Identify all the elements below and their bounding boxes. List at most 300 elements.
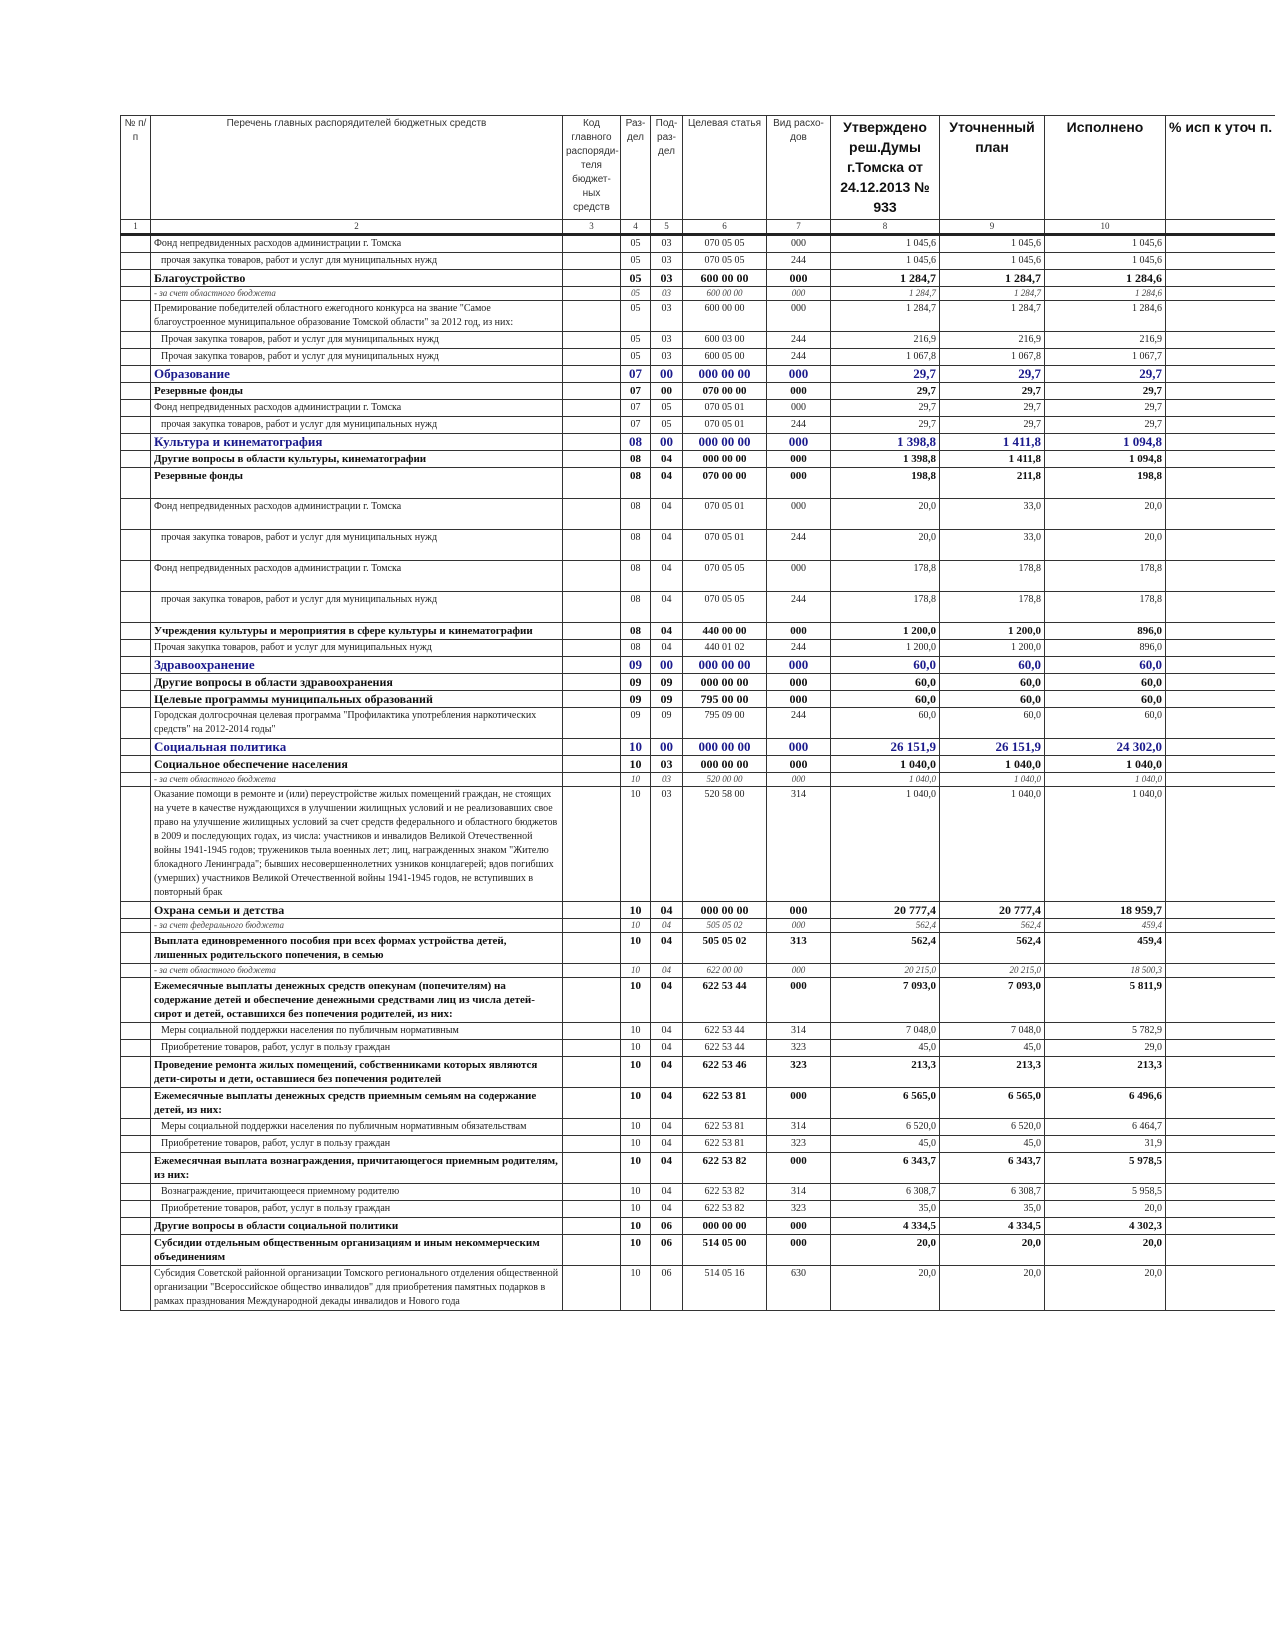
expense-type-cell: 000: [767, 1088, 831, 1119]
section-cell: 10: [621, 1088, 651, 1119]
executed-cell: 459,4: [1045, 919, 1166, 933]
name-cell: Учреждения культуры и мероприятия в сфере культуры и кинематографии: [151, 623, 563, 640]
refined-cell: 33,0: [940, 499, 1045, 530]
no-cell: [121, 366, 151, 383]
table-row: [121, 773, 1275, 787]
no-cell: [121, 739, 151, 756]
no-cell: [121, 964, 151, 978]
subsection-cell: 05: [651, 400, 683, 417]
expense-type-cell: 000: [767, 756, 831, 773]
executed-cell: 20,0: [1045, 499, 1166, 530]
section-cell: 08: [621, 561, 651, 592]
table-row: [121, 964, 1275, 978]
table-row: [121, 1235, 1275, 1266]
no-cell: [121, 1023, 151, 1040]
target-cell: 600 00 00: [683, 287, 767, 301]
name-cell: Социальная политика: [151, 739, 563, 756]
approved-cell: 1 040,0: [831, 787, 940, 902]
code-cell: [563, 964, 621, 978]
column-number: 10: [1045, 220, 1166, 235]
no-cell: [121, 657, 151, 674]
executed-cell: 5 978,5: [1045, 1153, 1166, 1184]
percent-cell: [1166, 640, 1275, 657]
expense-type-cell: 244: [767, 530, 831, 561]
no-cell: [121, 1266, 151, 1311]
no-cell: [121, 417, 151, 434]
no-cell: [121, 1119, 151, 1136]
percent-cell: [1166, 383, 1275, 400]
name-cell: Ежемесячная выплата вознаграждения, причитающегося приемным родителям, из них:: [151, 1153, 563, 1184]
subsection-cell: 06: [651, 1235, 683, 1266]
table-row: [121, 561, 1275, 592]
table-row: [121, 978, 1275, 1023]
subsection-cell: 05: [651, 417, 683, 434]
name-cell: Охрана семьи и детства: [151, 902, 563, 919]
section-cell: 05: [621, 270, 651, 287]
code-cell: [563, 1201, 621, 1218]
code-cell: [563, 933, 621, 964]
table-row: [121, 691, 1275, 708]
code-cell: [563, 592, 621, 623]
approved-cell: 60,0: [831, 691, 940, 708]
percent-cell: [1166, 1153, 1275, 1184]
refined-cell: 562,4: [940, 933, 1045, 964]
header-no: № п/п: [121, 116, 151, 220]
table-row: [121, 674, 1275, 691]
no-cell: [121, 1235, 151, 1266]
approved-cell: 1 200,0: [831, 640, 940, 657]
expense-type-cell: 323: [767, 1040, 831, 1057]
expense-type-cell: 000: [767, 561, 831, 592]
table-row: [121, 400, 1275, 417]
subsection-cell: 03: [651, 270, 683, 287]
expense-type-cell: 000: [767, 301, 831, 332]
section-cell: 05: [621, 301, 651, 332]
approved-cell: 26 151,9: [831, 739, 940, 756]
name-cell: Премирование победителей областного ежегодного конкурса на звание "Самое благоустроенное муниципальное образование Томской области" за 2012 год, из них:: [151, 301, 563, 332]
percent-cell: [1166, 253, 1275, 270]
executed-cell: 1 040,0: [1045, 787, 1166, 902]
percent-cell: [1166, 561, 1275, 592]
section-cell: 10: [621, 1153, 651, 1184]
target-cell: 622 53 44: [683, 1023, 767, 1040]
percent-cell: [1166, 674, 1275, 691]
expense-type-cell: 000: [767, 383, 831, 400]
name-cell: Приобретение товаров, работ, услуг в пользу граждан: [151, 1040, 563, 1057]
no-cell: [121, 468, 151, 499]
column-number: 3: [563, 220, 621, 235]
no-cell: [121, 561, 151, 592]
section-cell: 05: [621, 287, 651, 301]
expense-type-cell: 000: [767, 235, 831, 253]
code-cell: [563, 674, 621, 691]
executed-cell: 24 302,0: [1045, 739, 1166, 756]
approved-cell: 1 040,0: [831, 773, 940, 787]
percent-cell: [1166, 301, 1275, 332]
expense-type-cell: 244: [767, 349, 831, 366]
approved-cell: 7 093,0: [831, 978, 940, 1023]
header-section: Раз-дел: [621, 116, 651, 220]
target-cell: 070 05 01: [683, 499, 767, 530]
subsection-cell: 04: [651, 1119, 683, 1136]
refined-cell: 213,3: [940, 1057, 1045, 1088]
section-cell: 10: [621, 1235, 651, 1266]
column-number: 2: [151, 220, 563, 235]
refined-cell: 4 334,5: [940, 1218, 1045, 1235]
target-cell: 070 05 01: [683, 530, 767, 561]
percent-cell: [1166, 773, 1275, 787]
target-cell: 622 53 44: [683, 978, 767, 1023]
expense-type-cell: 323: [767, 1057, 831, 1088]
no-cell: [121, 1184, 151, 1201]
no-cell: [121, 623, 151, 640]
approved-cell: 1 398,8: [831, 434, 940, 451]
section-cell: 08: [621, 451, 651, 468]
percent-cell: [1166, 978, 1275, 1023]
name-cell: - за счет областного бюджета: [151, 287, 563, 301]
expense-type-cell: 000: [767, 499, 831, 530]
name-cell: прочая закупка товаров, работ и услуг для муниципальных нужд: [151, 592, 563, 623]
refined-cell: 45,0: [940, 1136, 1045, 1153]
approved-cell: 45,0: [831, 1136, 940, 1153]
executed-cell: 29,7: [1045, 400, 1166, 417]
approved-cell: 178,8: [831, 592, 940, 623]
expense-type-cell: 000: [767, 773, 831, 787]
executed-cell: 1 040,0: [1045, 773, 1166, 787]
percent-cell: [1166, 287, 1275, 301]
code-cell: [563, 1023, 621, 1040]
section-cell: 05: [621, 332, 651, 349]
subsection-cell: 04: [651, 902, 683, 919]
name-cell: Прочая закупка товаров, работ и услуг для муниципальных нужд: [151, 640, 563, 657]
approved-cell: 6 520,0: [831, 1119, 940, 1136]
expense-type-cell: 000: [767, 1153, 831, 1184]
table-row: [121, 787, 1275, 902]
subsection-cell: 00: [651, 434, 683, 451]
refined-cell: 6 565,0: [940, 1088, 1045, 1119]
executed-cell: 896,0: [1045, 640, 1166, 657]
name-cell: Фонд непредвиденных расходов администрации г. Томска: [151, 561, 563, 592]
name-cell: прочая закупка товаров, работ и услуг для муниципальных нужд: [151, 253, 563, 270]
name-cell: Приобретение товаров, работ, услуг в пользу граждан: [151, 1136, 563, 1153]
percent-cell: [1166, 1136, 1275, 1153]
subsection-cell: 00: [651, 366, 683, 383]
no-cell: [121, 383, 151, 400]
target-cell: 070 05 01: [683, 417, 767, 434]
expense-type-cell: 244: [767, 708, 831, 739]
executed-cell: 60,0: [1045, 708, 1166, 739]
approved-cell: 1 045,6: [831, 253, 940, 270]
section-cell: 08: [621, 640, 651, 657]
no-cell: [121, 530, 151, 561]
section-cell: 07: [621, 383, 651, 400]
table-row: [121, 739, 1275, 756]
section-cell: 10: [621, 773, 651, 787]
subsection-cell: 00: [651, 657, 683, 674]
approved-cell: 1 040,0: [831, 756, 940, 773]
refined-cell: 6 520,0: [940, 1119, 1045, 1136]
table-row: [121, 592, 1275, 623]
approved-cell: 1 045,6: [831, 235, 940, 253]
percent-cell: [1166, 1235, 1275, 1266]
code-cell: [563, 400, 621, 417]
refined-cell: 1 040,0: [940, 787, 1045, 902]
subsection-cell: 09: [651, 708, 683, 739]
subsection-cell: 04: [651, 919, 683, 933]
section-cell: 10: [621, 919, 651, 933]
name-cell: Социальное обеспечение населения: [151, 756, 563, 773]
subsection-cell: 04: [651, 451, 683, 468]
column-number: 4: [621, 220, 651, 235]
target-cell: 000 00 00: [683, 434, 767, 451]
approved-cell: 6 343,7: [831, 1153, 940, 1184]
code-cell: [563, 657, 621, 674]
executed-cell: 20,0: [1045, 1266, 1166, 1311]
percent-cell: [1166, 332, 1275, 349]
approved-cell: 35,0: [831, 1201, 940, 1218]
target-cell: 000 00 00: [683, 657, 767, 674]
name-cell: Другие вопросы в области здравоохранения: [151, 674, 563, 691]
refined-cell: 1 284,7: [940, 301, 1045, 332]
name-cell: Здравоохранение: [151, 657, 563, 674]
expense-type-cell: 000: [767, 400, 831, 417]
approved-cell: 198,8: [831, 468, 940, 499]
target-cell: 070 05 01: [683, 400, 767, 417]
subsection-cell: 03: [651, 301, 683, 332]
header-percent: % исп к уточ п.: [1166, 116, 1275, 220]
section-cell: 10: [621, 978, 651, 1023]
no-cell: [121, 1088, 151, 1119]
refined-cell: 20 777,4: [940, 902, 1045, 919]
executed-cell: 5 958,5: [1045, 1184, 1166, 1201]
expense-type-cell: 000: [767, 919, 831, 933]
target-cell: 505 05 02: [683, 919, 767, 933]
header-expense-type: Вид расхо-дов: [767, 116, 831, 220]
no-cell: [121, 933, 151, 964]
table-row: [121, 417, 1275, 434]
percent-cell: [1166, 657, 1275, 674]
header-target: Целевая статья: [683, 116, 767, 220]
name-cell: прочая закупка товаров, работ и услуг для муниципальных нужд: [151, 530, 563, 561]
name-cell: Культура и кинематография: [151, 434, 563, 451]
name-cell: Резервные фонды: [151, 383, 563, 400]
percent-cell: [1166, 1040, 1275, 1057]
table-row: [121, 253, 1275, 270]
expense-type-cell: 000: [767, 270, 831, 287]
executed-cell: 1 094,8: [1045, 451, 1166, 468]
refined-cell: 35,0: [940, 1201, 1045, 1218]
percent-cell: [1166, 235, 1275, 253]
percent-cell: [1166, 691, 1275, 708]
no-cell: [121, 902, 151, 919]
table-row: [121, 451, 1275, 468]
code-cell: [563, 235, 621, 253]
section-cell: 07: [621, 400, 651, 417]
executed-cell: 178,8: [1045, 592, 1166, 623]
table-row: [121, 383, 1275, 400]
target-cell: 622 00 00: [683, 964, 767, 978]
code-cell: [563, 1218, 621, 1235]
subsection-cell: 00: [651, 383, 683, 400]
approved-cell: 20,0: [831, 1235, 940, 1266]
column-number: 6: [683, 220, 767, 235]
section-cell: 10: [621, 739, 651, 756]
expense-type-cell: 244: [767, 253, 831, 270]
subsection-cell: 04: [651, 468, 683, 499]
code-cell: [563, 287, 621, 301]
name-cell: - за счет областного бюджета: [151, 773, 563, 787]
expense-type-cell: 000: [767, 468, 831, 499]
subsection-cell: 04: [651, 1088, 683, 1119]
expense-type-cell: 323: [767, 1201, 831, 1218]
approved-cell: 216,9: [831, 332, 940, 349]
name-cell: Другие вопросы в области социальной политики: [151, 1218, 563, 1235]
expense-type-cell: 244: [767, 592, 831, 623]
refined-cell: 216,9: [940, 332, 1045, 349]
approved-cell: 1 200,0: [831, 623, 940, 640]
expense-type-cell: 000: [767, 964, 831, 978]
percent-cell: [1166, 434, 1275, 451]
name-cell: Прочая закупка товаров, работ и услуг для муниципальных нужд: [151, 332, 563, 349]
expense-type-cell: 000: [767, 978, 831, 1023]
code-cell: [563, 691, 621, 708]
section-cell: 08: [621, 499, 651, 530]
target-cell: 505 05 02: [683, 933, 767, 964]
subsection-cell: 04: [651, 592, 683, 623]
subsection-cell: 03: [651, 773, 683, 787]
refined-cell: 1 040,0: [940, 773, 1045, 787]
no-cell: [121, 1057, 151, 1088]
expense-type-cell: 000: [767, 1235, 831, 1266]
section-cell: 10: [621, 787, 651, 902]
percent-cell: [1166, 468, 1275, 499]
code-cell: [563, 451, 621, 468]
approved-cell: 1 067,8: [831, 349, 940, 366]
section-cell: 08: [621, 468, 651, 499]
name-cell: Меры социальной поддержки населения по публичным нормативным: [151, 1023, 563, 1040]
refined-cell: 20 215,0: [940, 964, 1045, 978]
table-row: [121, 1266, 1275, 1311]
percent-cell: [1166, 739, 1275, 756]
expense-type-cell: 000: [767, 674, 831, 691]
executed-cell: 5 782,9: [1045, 1023, 1166, 1040]
section-cell: 08: [621, 623, 651, 640]
table-row: [121, 1201, 1275, 1218]
percent-cell: [1166, 1057, 1275, 1088]
target-cell: 600 05 00: [683, 349, 767, 366]
refined-cell: 1 045,6: [940, 253, 1045, 270]
section-cell: 09: [621, 657, 651, 674]
no-cell: [121, 235, 151, 253]
table-row: [121, 933, 1275, 964]
refined-cell: 60,0: [940, 708, 1045, 739]
table-row: [121, 1040, 1275, 1057]
refined-cell: 60,0: [940, 674, 1045, 691]
approved-cell: 562,4: [831, 919, 940, 933]
percent-cell: [1166, 530, 1275, 561]
name-cell: Фонд непредвиденных расходов администрации г. Томска: [151, 235, 563, 253]
code-cell: [563, 366, 621, 383]
table-row: [121, 332, 1275, 349]
percent-cell: [1166, 349, 1275, 366]
executed-cell: 18 500,3: [1045, 964, 1166, 978]
code-cell: [563, 773, 621, 787]
section-cell: 10: [621, 1266, 651, 1311]
no-cell: [121, 708, 151, 739]
target-cell: 070 05 05: [683, 253, 767, 270]
no-cell: [121, 919, 151, 933]
target-cell: 070 05 05: [683, 592, 767, 623]
target-cell: 070 05 05: [683, 235, 767, 253]
subsection-cell: 06: [651, 1266, 683, 1311]
expense-type-cell: 000: [767, 902, 831, 919]
section-cell: 08: [621, 592, 651, 623]
code-cell: [563, 301, 621, 332]
table-row: [121, 1184, 1275, 1201]
name-cell: Прочая закупка товаров, работ и услуг для муниципальных нужд: [151, 349, 563, 366]
executed-cell: 60,0: [1045, 691, 1166, 708]
expense-type-cell: 000: [767, 623, 831, 640]
header-refined: Уточненный план: [940, 116, 1045, 220]
section-cell: 10: [621, 933, 651, 964]
name-cell: Оказание помощи в ремонте и (или) переустройстве жилых помещений граждан, не стоящих на учете в качестве нуждающихся в улучшении жилищных условий и не реализовавших свое право на улучшение жилищных условий за счет средств федерального и областного бюджетов в 2009 и последующих годах, из числа: участников и инвалидов Великой Отечественной войны 1941-1945 годов; тружеников тыла военных лет; лиц, награжденных знаком "Жителю блокадного Ленинграда"; бывших несовершеннолетних узников концлагерей; вдов погибших (умерших) участников Великой Отечественной войны 1941-1945 годов, не вступивших в повторный брак: [151, 787, 563, 902]
executed-cell: 29,0: [1045, 1040, 1166, 1057]
expense-type-cell: 313: [767, 933, 831, 964]
no-cell: [121, 674, 151, 691]
percent-cell: [1166, 756, 1275, 773]
expense-type-cell: 630: [767, 1266, 831, 1311]
refined-cell: 7 048,0: [940, 1023, 1045, 1040]
executed-cell: 29,7: [1045, 366, 1166, 383]
section-cell: 07: [621, 366, 651, 383]
percent-cell: [1166, 270, 1275, 287]
executed-cell: 1 067,7: [1045, 349, 1166, 366]
table-row: [121, 434, 1275, 451]
section-cell: 10: [621, 964, 651, 978]
table-row: [121, 657, 1275, 674]
code-cell: [563, 1040, 621, 1057]
approved-cell: 4 334,5: [831, 1218, 940, 1235]
name-cell: Вознаграждение, причитающееся приемному родителю: [151, 1184, 563, 1201]
no-cell: [121, 978, 151, 1023]
executed-cell: 896,0: [1045, 623, 1166, 640]
table-row: [121, 1119, 1275, 1136]
refined-cell: 6 308,7: [940, 1184, 1045, 1201]
table-row: [121, 499, 1275, 530]
executed-cell: 20,0: [1045, 530, 1166, 561]
table-row: [121, 301, 1275, 332]
approved-cell: 20,0: [831, 530, 940, 561]
column-number: [1166, 220, 1275, 235]
code-cell: [563, 383, 621, 400]
expense-type-cell: 314: [767, 1023, 831, 1040]
code-cell: [563, 739, 621, 756]
no-cell: [121, 301, 151, 332]
code-cell: [563, 270, 621, 287]
subsection-cell: 00: [651, 739, 683, 756]
executed-cell: 216,9: [1045, 332, 1166, 349]
target-cell: 070 00 00: [683, 383, 767, 400]
name-cell: Благоустройство: [151, 270, 563, 287]
table-row: [121, 287, 1275, 301]
percent-cell: [1166, 499, 1275, 530]
target-cell: 440 00 00: [683, 623, 767, 640]
subsection-cell: 09: [651, 691, 683, 708]
no-cell: [121, 434, 151, 451]
expense-type-cell: 000: [767, 287, 831, 301]
name-cell: Ежемесячные выплаты денежных средств приемным семьям на содержание детей, из них:: [151, 1088, 563, 1119]
expense-type-cell: 314: [767, 787, 831, 902]
